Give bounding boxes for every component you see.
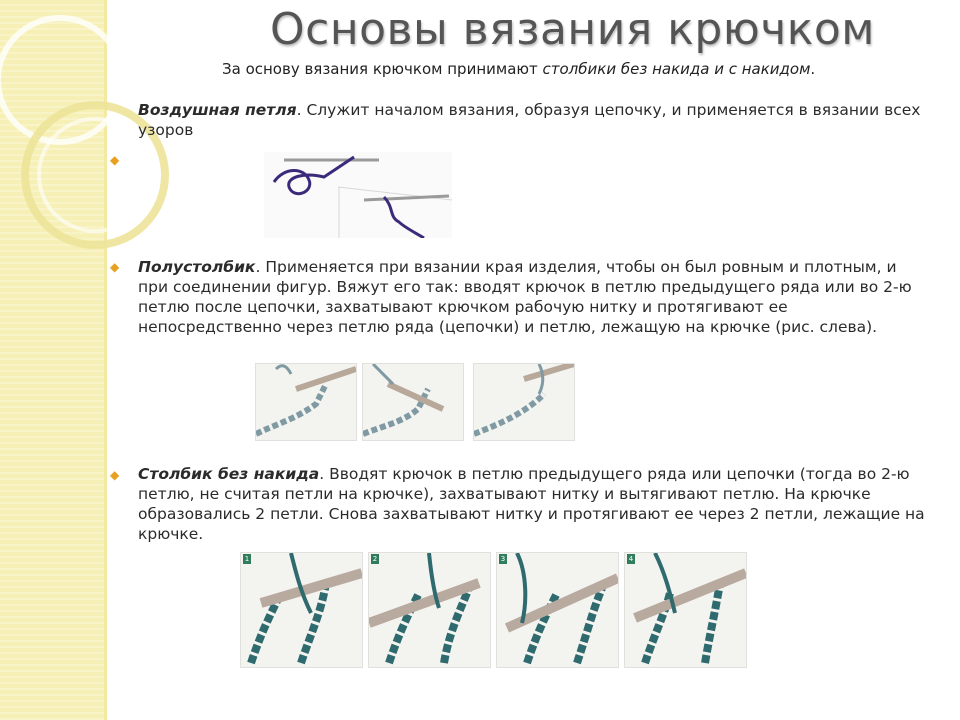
step-number: 4 (628, 555, 634, 563)
section-half-stitch (138, 257, 928, 337)
step-number: 3 (500, 555, 506, 563)
intro-line (222, 60, 815, 78)
half-stitch-photo-1 (255, 363, 357, 441)
section-term: Столбик без накида (138, 465, 320, 483)
bullet-icon: ◆ (110, 260, 120, 274)
single-crochet-photo-3 (496, 552, 619, 668)
intro-prefix: За основу вязания крючком принимают (222, 60, 543, 78)
single-crochet-photo-1 (240, 552, 363, 668)
half-stitch-photo-3 (473, 363, 575, 441)
section-text: . Служит началом вязания, образуя цепочку, и применяется в вязании всех узоров (138, 101, 921, 139)
half-stitch-photo-2 (362, 363, 464, 441)
single-crochet-photo-2 (368, 552, 491, 668)
bullet-icon: ◆ (110, 153, 120, 167)
decorative-circles (0, 0, 200, 280)
section-air-loop (138, 100, 928, 140)
air-loop-illustration (264, 152, 452, 238)
section-term: Воздушная петля (138, 101, 297, 119)
section-text: . Вводят крючок в петлю предыдущего ряда или цепочки (тогда во 2-ю петлю, не считая петли на крючке), захватывают нитку и вытягивают петлю. На крючке образовались 2 петли. Снова захватывают нитку и протягивают ее через 2 петли, лежащие на крючке. (138, 465, 925, 543)
section-term: Полустолбик (138, 258, 256, 276)
step-number: 2 (372, 555, 378, 563)
section-text: . Применяется при вязании края изделия, чтобы он был ровным и плотным, и при соединении фигур. Вяжут его так: вводят крючок в петлю предыдущего ряда или во 2-ю петлю после цепочки, захватывают крючком рабочую нитку и протягивают ее непосредственно через петлю ряда (цепочки) и петлю, лежащую на крючке (рис. слева). (138, 258, 912, 336)
page-title: Основы вязания крючком (270, 4, 875, 55)
bullet-icon: ◆ (110, 468, 120, 482)
intro-emphasis: столбики без накида и с накидом (542, 60, 811, 78)
intro-suffix: . (810, 60, 816, 78)
single-crochet-photo-4 (624, 552, 747, 668)
step-number: 1 (244, 555, 250, 563)
section-single-crochet (138, 464, 928, 544)
